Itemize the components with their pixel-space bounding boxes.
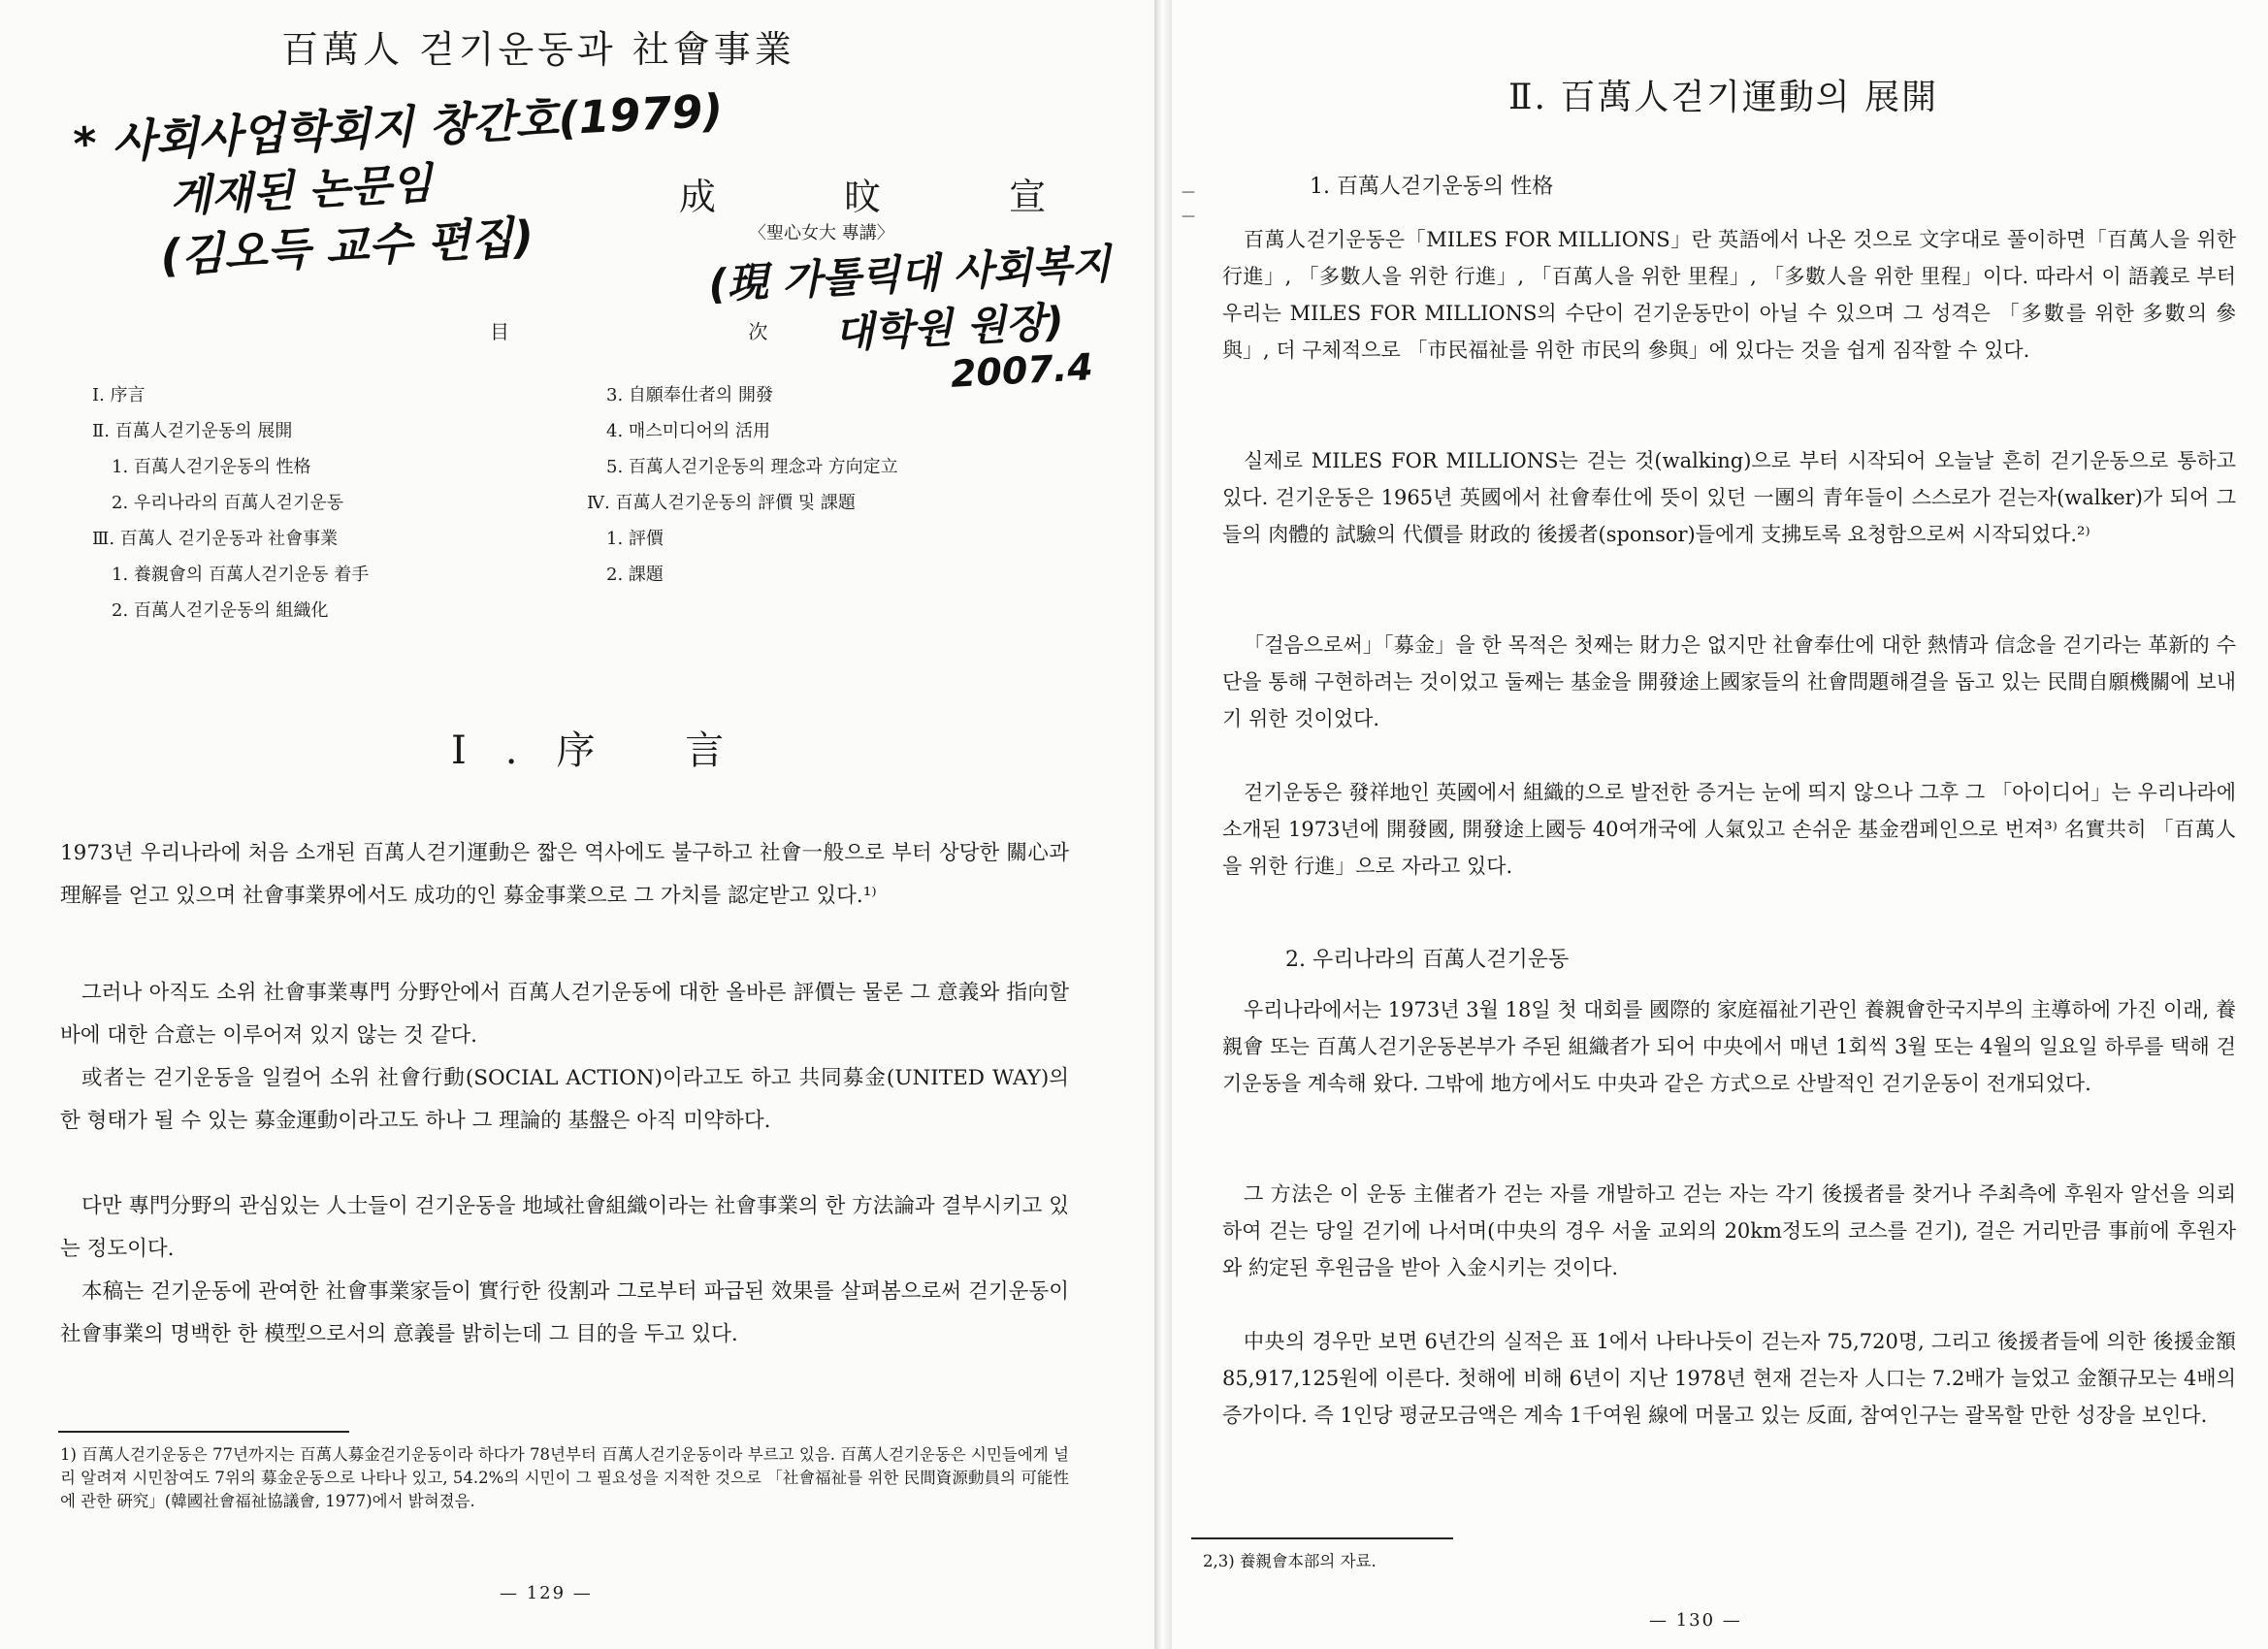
toc-right-item: 1. 評價 — [606, 529, 664, 549]
author-name: 成 旼 宣 — [679, 176, 1105, 218]
toc-right-item: 3. 自願奉仕者의 開發 — [606, 385, 774, 405]
character-paragraph: 걷기운동은 發祥地인 英國에서 組織的으로 발전한 증거는 눈에 띄지 않으나 그후 그 「아이디어」는 우리나라에 소개된 1973년에 開發國, 開發途上國등 40여개국에 人氣있고 손쉬운 基金캠페인으로 번져³⁾ 名實共히 「百萬人을 위한 行進」으로 자라고 있다. — [1222, 781, 2236, 878]
page-number-right: — 130 — — [1649, 1610, 1742, 1631]
toc-left-item: 1. 百萬人걷기운동의 性格 — [112, 457, 311, 477]
korea-paragraph: 우리나라에서는 1973년 3월 18일 첫 대회를 國際的 家庭福祉기관인 養親會한국지부의 主導하에 가진 이래, 養親會 또는 百萬人걷기운동본부가 주된 組織者가 되어 中央에서 매년 1회씩 3월 또는 4월의 일요일 하루를 택해 걷기운동을 계속해 왔다. 그밖에 地方에서도 中央과 같은 方式으로 산발적인 걷기운동이 전개되었다. — [1222, 998, 2236, 1095]
subsection-title-korea: 2. 우리나라의 百萬人걷기운동 — [1285, 948, 1570, 972]
toc-right-item: 4. 매스미디어의 活用 — [606, 421, 770, 441]
toc-left-item: Ⅲ. 百萬人 걷기운동과 社會事業 — [92, 529, 339, 549]
character-paragraph: 百萬人걷기운동은「MILES FOR MILLIONS」란 英語에서 나온 것으로 文字대로 풀이하면「百萬人을 위한 行進」, 「多數人을 위한 行進」, 「百萬人을 위한 里程」, 「多數人을 위한 里程」이다. 따라서 이 語義로 부터 우리는 MILES FOR MILLIONS의 수단이 걷기운동만이 아닐 수 있으며 그 성격은 「多數를 위한 多數의 參與」, 더 구체적으로 「市民福祉를 위한 市民의 參與」에 있다는 것을 쉽게 짐작할 수 있다. — [1222, 228, 2236, 362]
intro-paragraph: 或者는 걷기운동을 일컬어 소위 社會行動(SOCIAL ACTION)이라고도 하고 共同募金(UNITED WAY)의 한 형태가 될 수 있는 募金運動이라고도 하나 그 理論的 基盤은 아직 미약하다. — [60, 1066, 1069, 1133]
footnote-rule — [58, 1431, 349, 1433]
toc-left-item: Ⅱ. 百萬人걷기운동의 展開 — [92, 421, 293, 441]
toc-heading: 目 次 — [490, 320, 885, 343]
intro-paragraph: 1973년 우리나라에 처음 소개된 百萬人걷기運動은 짧은 역사에도 불구하고 社會一般으로 부터 상당한 關心과 理解를 얻고 있으며 社會事業界에서도 成功的인 募金事業으로 그 가치를 認定받고 있다.¹⁾ — [60, 841, 1069, 908]
character-paragraph: 실제로 MILES FOR MILLIONS는 걷는 것(walking)으로 부터 시작되어 오늘날 흔히 걷기운동으로 통하고 있다. 걷기운동은 1965년 英國에서 社會奉仕에 뜻이 있던 一團의 青年들이 스스로가 걷는자(walker)가 되어 그들의 肉體的 試驗의 代價를 財政的 後援者(sponsor)들에게 支拂토록 요청함으로써 시작되었다.²⁾ — [1222, 449, 2236, 546]
toc-left-item: Ⅰ. 序言 — [92, 385, 146, 405]
handwritten-note-line-1: * 사회사업학회지 창간호(1979) — [72, 83, 725, 171]
handwritten-note-line-2: 게재된 논문임 — [169, 158, 434, 223]
toc-right-item: 2. 課題 — [606, 565, 664, 585]
korea-paragraph: 그 方法은 이 운동 主催者가 걷는 자를 개발하고 걷는 자는 각기 後援者를 찾거나 주최측에 후원자 알선을 의뢰하여 걷는 당일 걷기에 나서며(中央의 경우 서울 교외의 20km정도의 코스를 걷기), 걸은 거리만큼 事前에 후원자와 約定된 후원금을 받아 入金시키는 것이다. — [1222, 1182, 2236, 1279]
character-paragraph: 「걸음으로써」「募金」을 한 목적은 첫째는 財力은 없지만 社會奉仕에 대한 熱情과 信念을 걷기라는 革新的 수단을 통해 구현하려는 것이었고 둘째는 基金을 開發途上國家들의 社會問題해결을 돕고 있는 民間自願機關에 보내기 위한 것이었다. — [1222, 633, 2236, 730]
page-number-left: — 129 — — [500, 1583, 593, 1603]
subsection-title-character: 1. 百萬人걷기운동의 性格 — [1310, 175, 1554, 199]
handwritten-author-date: 2007.4 — [949, 345, 1094, 396]
intro-paragraph: 그러나 아직도 소위 社會事業專門 分野안에서 百萬人걷기운동에 대한 올바른 評價는 물론 그 意義와 指向할 바에 대한 合意는 이루어져 있지 않는 것 같다. — [60, 981, 1069, 1048]
paper-title: 百萬人 걷기운동과 社會事業 — [281, 28, 795, 71]
section-title-intro: Ⅰ.序 言 — [451, 728, 763, 773]
toc-left-item: 2. 百萬人걷기운동의 組織化 — [112, 600, 329, 621]
book-spine — [1154, 0, 1172, 1649]
toc-left-item: 1. 養親會의 百萬人걷기운동 着手 — [112, 565, 370, 585]
footnote: 1) 百萬人걷기운동은 77년까지는 百萬人募金걷기운동이라 하다가 78년부터 百萬人걷기운동이라 부르고 있음. 百萬人걷기운동은 시민들에게 널리 알려져 시민참여도 7위의 募金운동으로 나타나 있고, 54.2%의 시민이 그 필요성을 지적한 것으로 「社會福祉를 위한 民間資源動員의 可能性에 관한 硏究」(韓國社會福祉協議會, 1977)에서 밝혀졌음. — [60, 1445, 1069, 1510]
toc-right-item: Ⅳ. 百萬人걷기운동의 評價 및 課題 — [587, 493, 856, 513]
author-affiliation: 〈聖心女大 專講〉 — [749, 223, 894, 243]
korea-paragraph: 中央의 경우만 보면 6년간의 실적은 표 1에서 나타나듯이 걷는자 75,720명, 그리고 後援者들에 의한 後援金額 85,917,125원에 이른다. 첫해에 비해 6년이 지난 1978년 현재 걷는자 人口는 7.2배가 늘었고 金額규모는 4배의 증가이다. 즉 1인당 평균모금액은 계속 1千여원 線에 머물고 있는 反面, 참여인구는 괄목할 만한 성장을 보인다. — [1222, 1330, 2236, 1427]
footnote-right: 2,3) 養親會本部의 자료. — [1203, 1552, 1377, 1570]
toc-right-item: 5. 百萬人걷기운동의 理念과 方向定立 — [606, 457, 898, 477]
toc-left-item: 2. 우리나라의 百萬人걷기운동 — [112, 493, 344, 513]
intro-paragraph: 다만 專門分野의 관심있는 人士들이 걷기운동을 地域社會組織이라는 社會事業의 한 方法論과 결부시키고 있는 정도이다. — [60, 1194, 1069, 1261]
footnote-rule-right — [1191, 1537, 1453, 1539]
section-title-development: Ⅱ. 百萬人걷기運動의 展開 — [1508, 78, 1939, 117]
handwritten-author-line-2: 대학원 원장) — [833, 297, 1065, 358]
intro-paragraph: 本稿는 걷기운동에 관여한 社會事業家들이 實行한 役割과 그로부터 파급된 效果를 살펴봄으로써 걷기운동이 社會事業의 명백한 한 模型으로서의 意義를 밝히는데 그 目的을 두고 있다. — [60, 1279, 1069, 1346]
handwritten-note-line-3: (김오득 교수 편집) — [159, 210, 535, 283]
handwritten-author-line-1: (現 가톨릭대 사회복지 — [707, 240, 1113, 308]
